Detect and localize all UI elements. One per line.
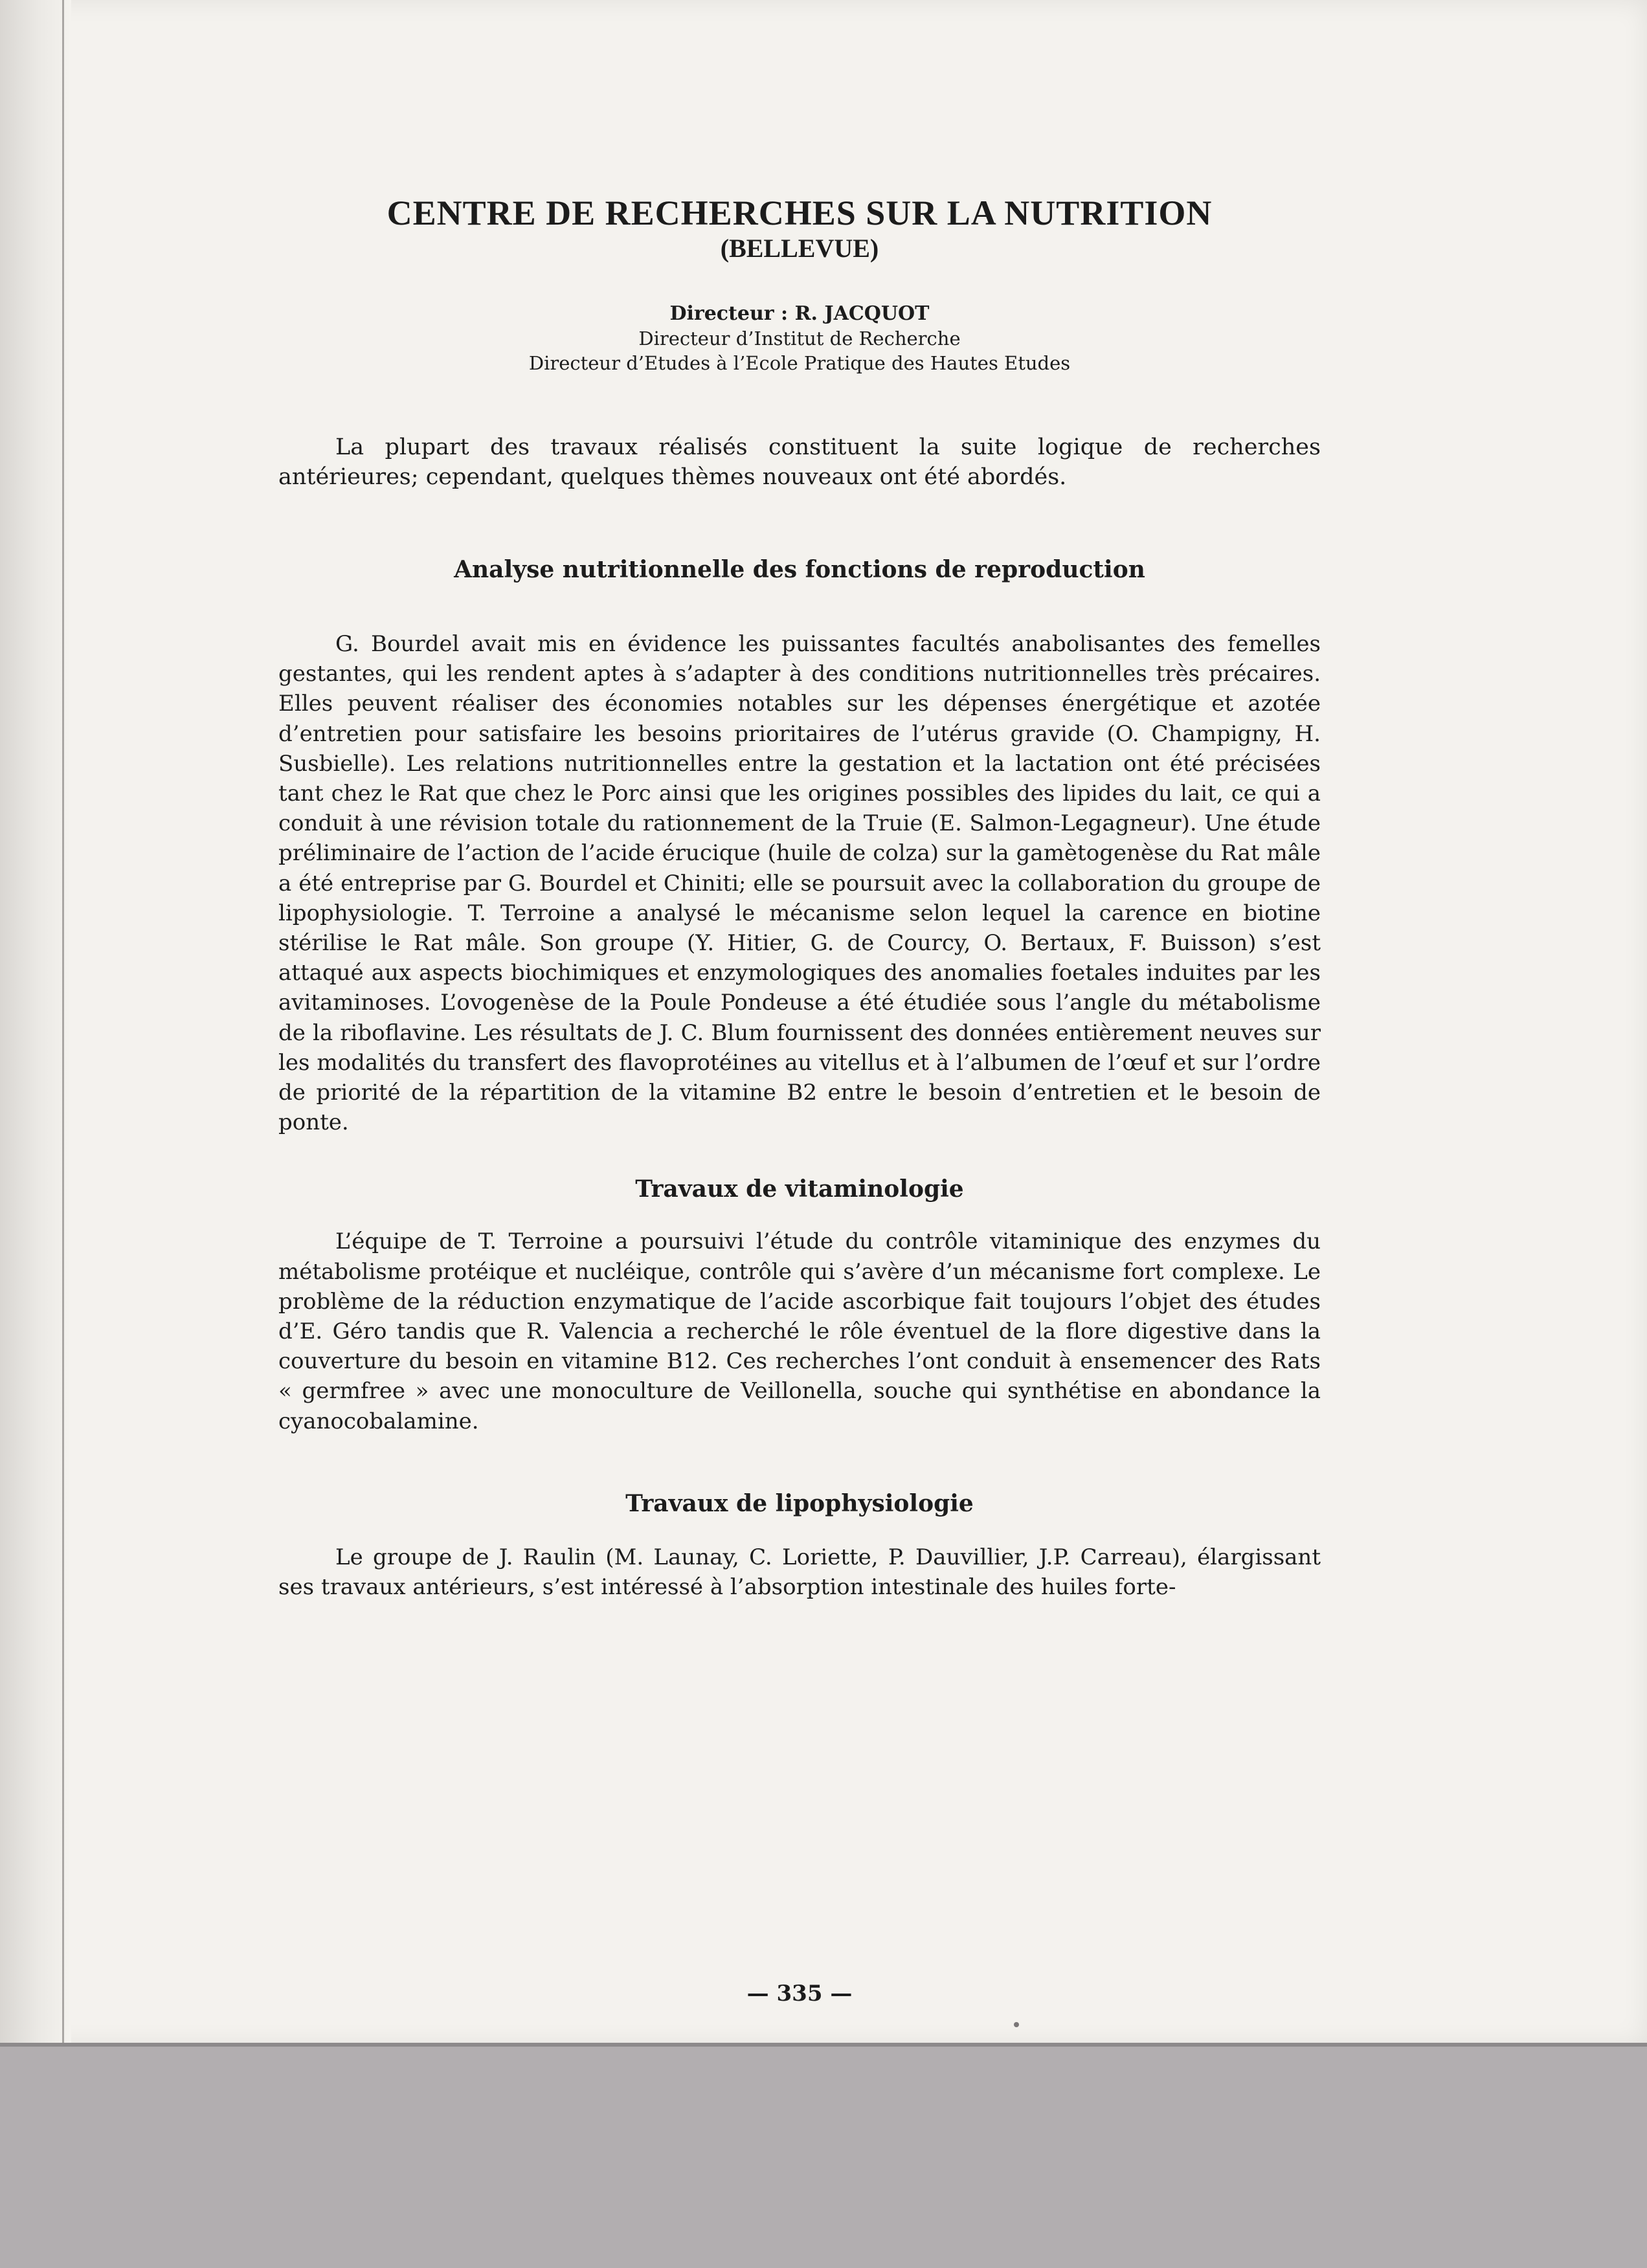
page-subtitle: (BELLEVUE) (720, 234, 879, 263)
page-number: — 335 — (746, 1981, 853, 2007)
section-body-lipophysiologie: Le groupe de J. Raulin (M. Launay, C. Loriette, P. Dauvillier, J.P. Carreau), élargissant ses travaux antérieurs, s’est intéressé à l’absorption intestinale des huiles forte- (278, 1544, 1321, 1601)
page-spine-shadow (0, 0, 71, 2045)
paper-speck (1014, 2022, 1019, 2027)
section-heading-lipophysiologie: Travaux de lipophysiologie (625, 1489, 974, 1517)
page-title: CENTRE DE RECHERCHES SUR LA NUTRITION (387, 194, 1213, 232)
director-role-2: Directeur d’Etudes à l’Ecole Pratique des Hautes Etudes (528, 352, 1071, 374)
director-role-1: Directeur d’Institut de Recherche (638, 328, 961, 350)
binding-edge (62, 0, 64, 2045)
section-heading-reproduction: Analyse nutritionnelle des fonctions de reproduction (454, 556, 1145, 583)
page-content (278, 194, 1321, 2007)
section-heading-vitaminologie: Travaux de vitaminologie (635, 1175, 964, 1203)
page-bottom-edge (0, 2043, 1647, 2047)
director-name: Directeur : R. JACQUOT (669, 302, 930, 325)
intro-paragraph: La plupart des travaux réalisés constituent la suite logique de recherches antérieures; cependant, quelques thèmes nouveaux ont été abordés. (278, 434, 1321, 490)
section-body-reproduction: G. Bourdel avait mis en évidence les puissantes facultés anabolisantes des femelles gestantes, qui les rendent aptes à s’adapter à des conditions nutritionnelles très précaires. Elles peuvent réaliser des économies notables sur les dépenses énergétique et azotée d’entretien pour satisfaire les besoins prioritaires de l’utérus gravide (O. Champigny, H. Susbielle). Les relations nutritionnelles entre la gestation et la lactation ont été précisées tant chez le Rat que chez le Porc ainsi que les origines possibles des lipides du lait, ce qui a conduit à une révision totale du rationnement de la Truie (E. Salmon-Legagneur). Une étude préliminaire de l’action de l’acide érucique (huile de colza) sur la gamètogenèse du Rat mâle a été entreprise par G. Bourdel et Chiniti; elle se poursuit avec la collaboration du groupe de lipophysiologie. T. Terroine a analysé le mécanisme selon lequel la carence en biotine stérilise le Rat mâle. Son groupe (Y. Hitier, G. de Courcy, O. Bertaux, F. Buisson) s’est attaqué aux aspects biochimiques et enzymologiques des anomalies foetales induites par les avitaminoses. L’ovogenèse de la Poule Pondeuse a été étudiée sous l’angle du métabolisme de la riboflavine. Les résultats de J. C. Blum fournissent des données entièrement neuves sur les modalités du transfert des flavoprotéines au vitellus et à l’albumen de l’œuf et sur l’ordre de priorité de la répartition de la vitamine B2 entre le besoin d’entretien et le besoin de ponte. (278, 631, 1321, 1136)
section-body-vitaminologie: L’équipe de T. Terroine a poursuivi l’étude du contrôle vitaminique des enzymes du métabolisme protéique et nucléique, contrôle qui s’avère d’un mécanisme fort complexe. Le problème de la réduction enzymatique de l’acide ascorbique fait toujours l’objet des études d’E. Géro tandis que R. Valencia a recherché le rôle éventuel de la flore digestive dans la couverture du besoin en vitamine B12. Ces recherches l’ont conduit à ensemencer des Rats « germfree » avec une monoculture de Veillonella, souche qui synthétise en abondance la cyanocobalamine. (278, 1228, 1321, 1434)
